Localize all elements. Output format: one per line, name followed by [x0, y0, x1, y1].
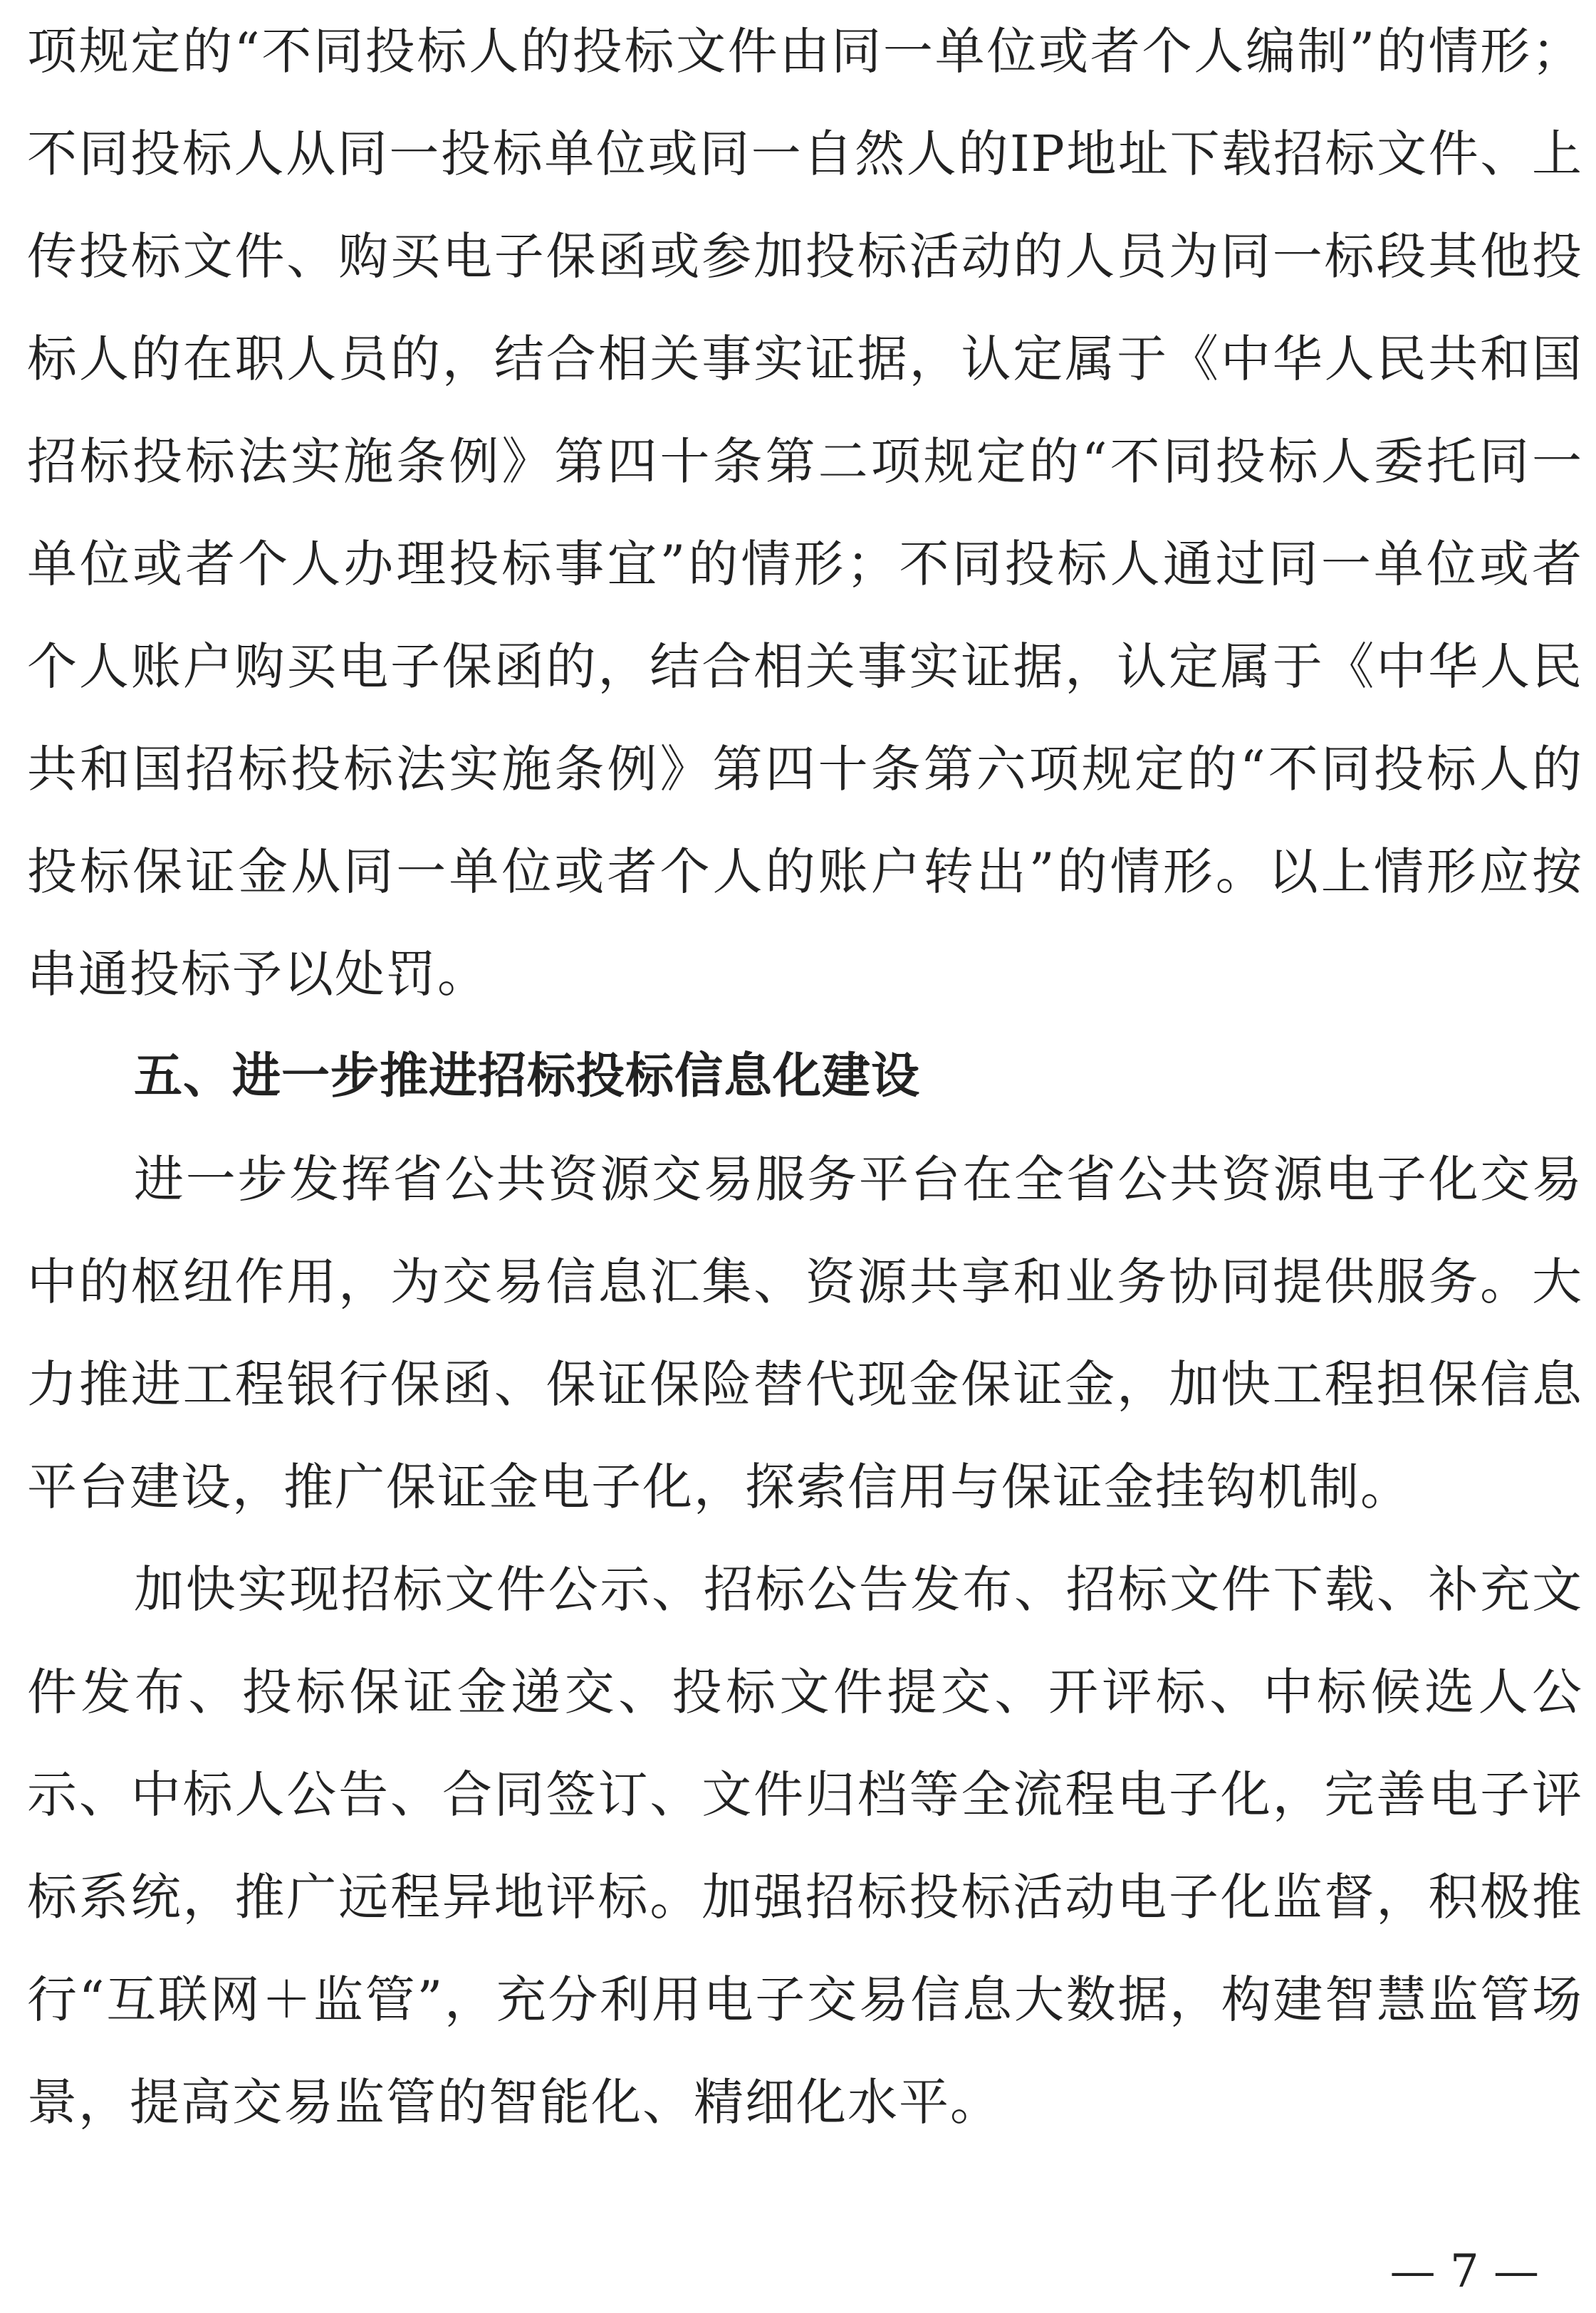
paragraph-electronic-process: 加快实现招标文件公示、招标公告发布、招标文件下载、补充文件发布、投标保证金递交、投标文件提交、开评标、中标候选人公示、中标人公告、合同签订、文件归档等全流程电子化，完善电子评标系统，推广远程异地评标。加强招标投标活动电子化监督，积极推行“互联网＋监管”，充分利用电子交易信息大数据，构建智慧监管场景，提高交易监管的智能化、精细化水平。: [27, 1560, 1583, 2131]
paragraph-platform: 进一步发挥省公共资源交易服务平台在全省公共资源电子化交易中的枢纽作用，为交易信息汇集、资源共享和业务协同提供服务。大力推进工程银行保函、保证保险替代现金保证金，加快工程担保信息平台建设，推广保证金电子化，探索信用与保证金挂钩机制。: [27, 1150, 1583, 1516]
page-number: — 7 —: [1389, 2245, 1539, 2298]
body-text: [27, 0, 1583, 2153]
paragraph-continuation: 项规定的“不同投标人的投标文件由同一单位或者个人编制”的情形；不同投标人从同一投标单位或同一自然人的IP地址下载招标文件、上传投标文件、购买电子保函或参加投标活动的人员为同一标段其他投标人的在职人员的，结合相关事实证据，认定属于《中华人民共和国招标投标法实施条例》第四十条第二项规定的“不同投标人委托同一单位或者个人办理投标事宜”的情形；不同投标人通过同一单位或者个人账户购买电子保函的，结合相关事实证据，认定属于《中华人民共和国招标投标法实施条例》第四十条第六项规定的“不同投标人的投标保证金从同一单位或者个人的账户转出”的情形。以上情形应按串通投标予以处罚。: [27, 22, 1583, 1003]
section-heading: 五、进一步推进招标投标信息化建设: [134, 1048, 921, 1105]
